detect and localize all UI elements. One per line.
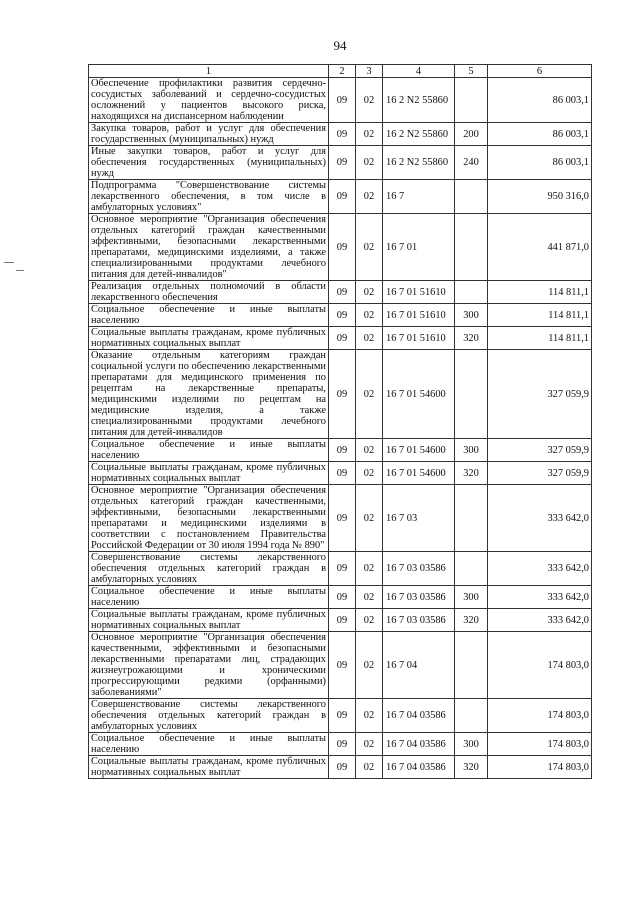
row-name-cell: Совершенствование системы лекарственного обеспечения отдельных категорий граждан в амбулаторных условиях xyxy=(89,699,329,733)
table-row xyxy=(89,756,592,779)
column-header: 6 xyxy=(488,65,592,78)
table-row xyxy=(89,485,592,552)
table-row xyxy=(89,439,592,462)
amount-cell: 327 059,9 xyxy=(488,350,592,439)
section-code-cell: 09 xyxy=(329,609,356,632)
expense-type-cell xyxy=(455,552,488,586)
target-article-cell: 16 2 N2 55860 xyxy=(383,78,455,123)
expense-type-cell xyxy=(455,78,488,123)
section-code-cell: 09 xyxy=(329,123,356,146)
column-header: 1 xyxy=(89,65,329,78)
target-article-cell: 16 7 01 51610 xyxy=(383,281,455,304)
target-article-cell: 16 2 N2 55860 xyxy=(383,123,455,146)
target-article-cell: 16 7 03 03586 xyxy=(383,609,455,632)
table-row xyxy=(89,632,592,699)
expense-type-cell: 320 xyxy=(455,609,488,632)
target-article-cell: 16 7 04 xyxy=(383,632,455,699)
row-name-cell: Социальное обеспечение и иные выплаты населению xyxy=(89,586,329,609)
amount-cell: 174 803,0 xyxy=(488,632,592,699)
target-article-cell: 16 7 01 51610 xyxy=(383,327,455,350)
section-code-cell: 09 xyxy=(329,350,356,439)
expense-type-cell xyxy=(455,632,488,699)
section-code-cell: 09 xyxy=(329,756,356,779)
margin-mark xyxy=(4,262,14,263)
row-name-cell: Основное мероприятие "Организация обеспечения отдельных категорий граждан качественными, эффективными, безопасными лекарственными препаратами и медицинскими изделиями в соответствии с постановлением Правительства Российской Федерации от 30 июля 1994 года № 890" xyxy=(89,485,329,552)
section-code-cell: 09 xyxy=(329,439,356,462)
amount-cell: 950 316,0 xyxy=(488,180,592,214)
section-code-cell: 09 xyxy=(329,699,356,733)
section-code-cell: 09 xyxy=(329,304,356,327)
amount-cell: 86 003,1 xyxy=(488,78,592,123)
section-code-cell: 09 xyxy=(329,146,356,180)
table-row xyxy=(89,78,592,123)
amount-cell: 86 003,1 xyxy=(488,146,592,180)
subsection-code-cell: 02 xyxy=(356,304,383,327)
row-name-cell: Социальное обеспечение и иные выплаты населению xyxy=(89,304,329,327)
row-name-cell: Совершенствование системы лекарственного обеспечения отдельных категорий граждан в амбулаторных условиях xyxy=(89,552,329,586)
section-code-cell: 09 xyxy=(329,214,356,281)
row-name-cell: Социальные выплаты гражданам, кроме публичных нормативных социальных выплат xyxy=(89,327,329,350)
column-header: 2 xyxy=(329,65,356,78)
amount-cell: 114 811,1 xyxy=(488,281,592,304)
table-row xyxy=(89,350,592,439)
table-row xyxy=(89,304,592,327)
section-code-cell: 09 xyxy=(329,733,356,756)
table-row xyxy=(89,733,592,756)
section-code-cell: 09 xyxy=(329,632,356,699)
subsection-code-cell: 02 xyxy=(356,78,383,123)
amount-cell: 333 642,0 xyxy=(488,609,592,632)
subsection-code-cell: 02 xyxy=(356,586,383,609)
expense-type-cell: 300 xyxy=(455,439,488,462)
target-article-cell: 16 7 04 03586 xyxy=(383,699,455,733)
target-article-cell: 16 2 N2 55860 xyxy=(383,146,455,180)
section-code-cell: 09 xyxy=(329,462,356,485)
table-header-row xyxy=(89,65,592,78)
table-body xyxy=(89,78,592,779)
row-name-cell: Социальные выплаты гражданам, кроме публичных нормативных социальных выплат xyxy=(89,756,329,779)
expense-type-cell: 300 xyxy=(455,586,488,609)
amount-cell: 114 811,1 xyxy=(488,327,592,350)
table-row xyxy=(89,552,592,586)
expense-type-cell: 200 xyxy=(455,123,488,146)
amount-cell: 174 803,0 xyxy=(488,699,592,733)
expense-type-cell xyxy=(455,350,488,439)
target-article-cell: 16 7 01 xyxy=(383,214,455,281)
expense-type-cell: 300 xyxy=(455,733,488,756)
target-article-cell: 16 7 04 03586 xyxy=(383,756,455,779)
row-name-cell: Подпрограмма "Совершенствование системы лекарственного обеспечения, в том числе в амбулаторных условиях" xyxy=(89,180,329,214)
row-name-cell: Обеспечение профилактики развития сердечно-сосудистых заболеваний и сердечно-сосудистых осложнений у пациентов высокого риска, находящихся на диспансерном наблюдении xyxy=(89,78,329,123)
section-code-cell: 09 xyxy=(329,552,356,586)
subsection-code-cell: 02 xyxy=(356,327,383,350)
section-code-cell: 09 xyxy=(329,281,356,304)
row-name-cell: Закупка товаров, работ и услуг для обеспечения государственных (муниципальных) нужд xyxy=(89,123,329,146)
target-article-cell: 16 7 03 03586 xyxy=(383,552,455,586)
row-name-cell: Основное мероприятие "Организация обеспечения качественными, эффективными и безопасными лекарственными препаратами лиц, страдающих жизнеугрожающими и хроническими прогрессирующими редкими (орфанными) заболеваниями" xyxy=(89,632,329,699)
subsection-code-cell: 02 xyxy=(356,123,383,146)
section-code-cell: 09 xyxy=(329,327,356,350)
subsection-code-cell: 02 xyxy=(356,632,383,699)
section-code-cell: 09 xyxy=(329,180,356,214)
expense-type-cell xyxy=(455,281,488,304)
amount-cell: 441 871,0 xyxy=(488,214,592,281)
amount-cell: 333 642,0 xyxy=(488,586,592,609)
subsection-code-cell: 02 xyxy=(356,146,383,180)
column-header: 3 xyxy=(356,65,383,78)
amount-cell: 327 059,9 xyxy=(488,462,592,485)
expense-type-cell: 240 xyxy=(455,146,488,180)
table-row xyxy=(89,146,592,180)
section-code-cell: 09 xyxy=(329,485,356,552)
section-code-cell: 09 xyxy=(329,586,356,609)
target-article-cell: 16 7 03 xyxy=(383,485,455,552)
expense-type-cell: 300 xyxy=(455,304,488,327)
row-name-cell: Социальное обеспечение и иные выплаты населению xyxy=(89,439,329,462)
table-row xyxy=(89,586,592,609)
target-article-cell: 16 7 04 03586 xyxy=(383,733,455,756)
expense-type-cell xyxy=(455,214,488,281)
target-article-cell: 16 7 xyxy=(383,180,455,214)
subsection-code-cell: 02 xyxy=(356,180,383,214)
column-header: 5 xyxy=(455,65,488,78)
expense-type-cell xyxy=(455,699,488,733)
target-article-cell: 16 7 01 54600 xyxy=(383,462,455,485)
row-name-cell: Социальные выплаты гражданам, кроме публичных нормативных социальных выплат xyxy=(89,609,329,632)
table-row xyxy=(89,214,592,281)
row-name-cell: Основное мероприятие "Организация обеспечения отдельных категорий граждан качественными эффективными, безопасными лекарственными препаратами, медицинскими изделиями, а также специализированными продуктами лечебного питания для детей-инвалидов" xyxy=(89,214,329,281)
amount-cell: 114 811,1 xyxy=(488,304,592,327)
row-name-cell: Социальное обеспечение и иные выплаты населению xyxy=(89,733,329,756)
section-code-cell: 09 xyxy=(329,78,356,123)
amount-cell: 86 003,1 xyxy=(488,123,592,146)
table-row xyxy=(89,123,592,146)
budget-table xyxy=(88,64,592,779)
subsection-code-cell: 02 xyxy=(356,214,383,281)
table-row xyxy=(89,327,592,350)
table-row xyxy=(89,462,592,485)
expense-type-cell xyxy=(455,485,488,552)
expense-type-cell: 320 xyxy=(455,327,488,350)
amount-cell: 174 803,0 xyxy=(488,733,592,756)
subsection-code-cell: 02 xyxy=(356,552,383,586)
amount-cell: 174 803,0 xyxy=(488,756,592,779)
subsection-code-cell: 02 xyxy=(356,281,383,304)
subsection-code-cell: 02 xyxy=(356,699,383,733)
subsection-code-cell: 02 xyxy=(356,350,383,439)
expense-type-cell: 320 xyxy=(455,756,488,779)
subsection-code-cell: 02 xyxy=(356,462,383,485)
amount-cell: 333 642,0 xyxy=(488,485,592,552)
amount-cell: 327 059,9 xyxy=(488,439,592,462)
target-article-cell: 16 7 03 03586 xyxy=(383,586,455,609)
subsection-code-cell: 02 xyxy=(356,485,383,552)
row-name-cell: Реализация отдельных полномочий в области лекарственного обеспечения xyxy=(89,281,329,304)
target-article-cell: 16 7 01 54600 xyxy=(383,350,455,439)
subsection-code-cell: 02 xyxy=(356,756,383,779)
expense-type-cell: 320 xyxy=(455,462,488,485)
table-row xyxy=(89,609,592,632)
row-name-cell: Иные закупки товаров, работ и услуг для обеспечения государственных (муниципальных) нужд xyxy=(89,146,329,180)
row-name-cell: Социальные выплаты гражданам, кроме публичных нормативных социальных выплат xyxy=(89,462,329,485)
subsection-code-cell: 02 xyxy=(356,609,383,632)
table-row xyxy=(89,281,592,304)
amount-cell: 333 642,0 xyxy=(488,552,592,586)
column-header: 4 xyxy=(383,65,455,78)
subsection-code-cell: 02 xyxy=(356,439,383,462)
page-number: 94 xyxy=(333,38,347,53)
table-row xyxy=(89,699,592,733)
target-article-cell: 16 7 01 54600 xyxy=(383,439,455,462)
row-name-cell: Оказание отдельным категориям граждан социальной услуги по обеспечению лекарственными препаратами для медицинского применения по рецептам на лекарственные препараты, медицинскими изделиями по рецептам на медицинские изделия, а также специализированными продуктами лечебного питания для детей-инвалидов xyxy=(89,350,329,439)
expense-type-cell xyxy=(455,180,488,214)
subsection-code-cell: 02 xyxy=(356,733,383,756)
margin-mark xyxy=(16,270,24,271)
table-row xyxy=(89,180,592,214)
target-article-cell: 16 7 01 51610 xyxy=(383,304,455,327)
